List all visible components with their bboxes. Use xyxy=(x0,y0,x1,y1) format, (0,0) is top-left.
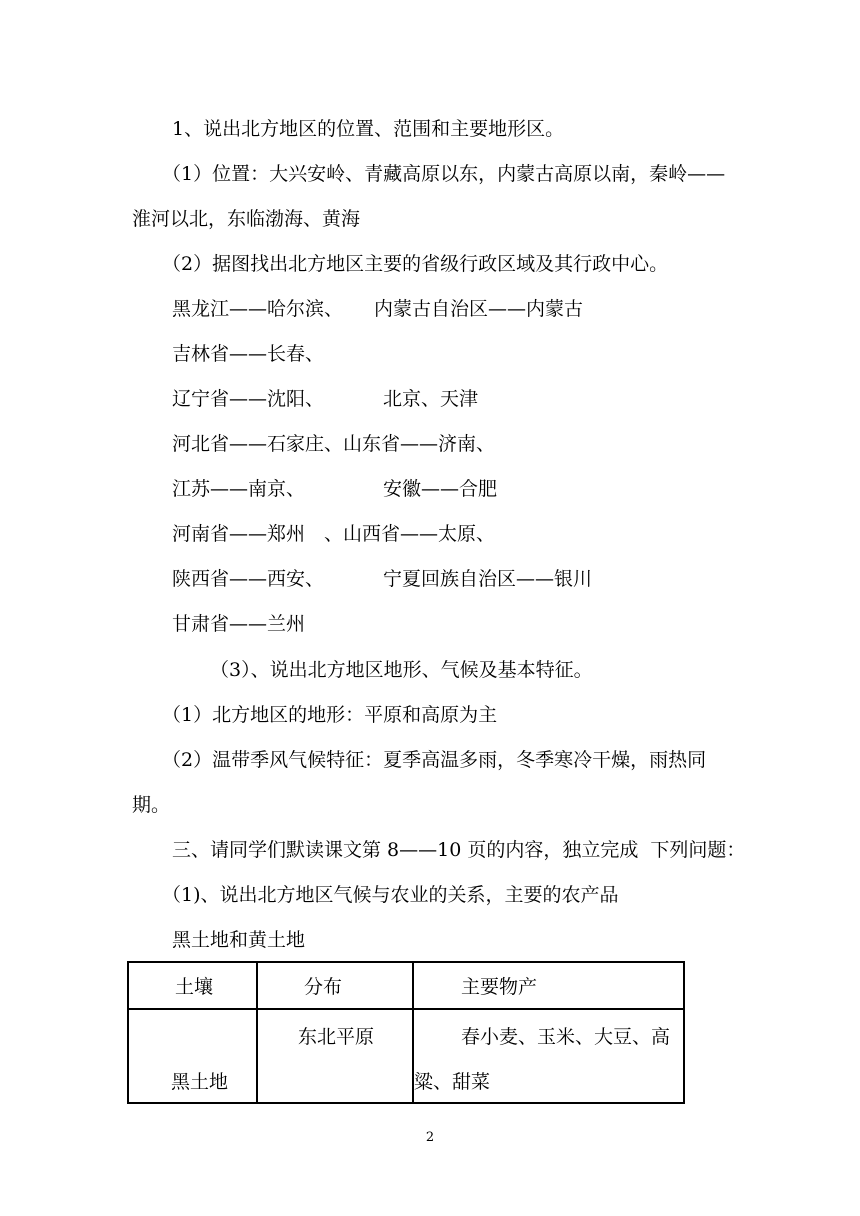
header-region: 分布 xyxy=(304,976,343,998)
province-jilin: 吉林省——长春、 xyxy=(172,343,325,365)
province-liaoning: 辽宁省——沈阳、 xyxy=(172,388,325,410)
page-number: 2 xyxy=(425,1130,435,1145)
climate-line-2: 期。 xyxy=(132,794,171,816)
table-header-row xyxy=(128,962,684,1009)
province-jiangsu: 江苏——南京、 xyxy=(172,478,306,500)
header-soil: 土壤 xyxy=(175,976,214,998)
question-3: （3）、说出北方地区地形、气候及基本特征。 xyxy=(210,659,593,681)
terrain-line: （1）北方地区的地形：平原和高原为主 xyxy=(162,704,498,726)
provinces-heading: （2）据图找出北方地区主要的省级行政区域及其行政中心。 xyxy=(162,253,669,275)
region-cell xyxy=(257,1009,413,1103)
province-shaanxi: 陕西省——西安、 xyxy=(172,568,325,590)
province-neimenggu: 内蒙古自治区——内蒙古 xyxy=(374,298,584,320)
header-products: 主要物产 xyxy=(461,976,538,998)
climate-line-1: （2）温带季风气候特征：夏季高温多雨，冬季寒冷干燥，雨热同 xyxy=(162,749,707,771)
province-ningxia: 宁夏回族自治区——银川 xyxy=(383,568,593,590)
table-row xyxy=(128,1009,684,1103)
position-line-1: （1）位置：大兴安岭、青藏高原以东，内蒙古高原以南，秦岭—— xyxy=(162,163,726,185)
province-anhui: 安徽——合肥 xyxy=(383,478,498,500)
soil-cell xyxy=(128,1009,257,1103)
products-line-2: 粱、甜菜 xyxy=(414,1071,491,1093)
header-soil-cell xyxy=(128,962,257,1009)
province-hebei-shandong: 河北省——石家庄、山东省——济南、 xyxy=(172,433,496,455)
header-products-cell xyxy=(413,962,684,1009)
province-gansu: 甘肃省——兰州 xyxy=(172,613,306,635)
province-heilongjiang: 黑龙江——哈尔滨、 xyxy=(172,298,344,320)
soil-table xyxy=(127,961,685,1104)
position-line-2: 淮河以北，东临渤海、黄海 xyxy=(132,208,361,230)
products-cell xyxy=(413,1009,684,1103)
province-beijing-tianjin: 北京、天津 xyxy=(383,388,479,410)
section-3-heading: 三、请同学们默读课文第 8——10 页的内容，独立完成 下列问题： xyxy=(172,839,746,861)
soil-black: 黑土地 xyxy=(171,1071,229,1093)
question-1: 1、说出北方地区的位置、范围和主要地形区。 xyxy=(172,118,565,140)
region-northeast: 东北平原 xyxy=(298,1026,375,1048)
header-region-cell xyxy=(257,962,413,1009)
soil-heading: 黑土地和黄土地 xyxy=(172,929,306,951)
products-line-1: 春小麦、玉米、大豆、高 xyxy=(461,1026,671,1048)
agriculture-question: （1)、说出北方地区气候与农业的关系，主要的农产品 xyxy=(162,884,619,906)
province-henan-shanxi: 河南省——郑州 、山西省——太原、 xyxy=(172,523,496,545)
